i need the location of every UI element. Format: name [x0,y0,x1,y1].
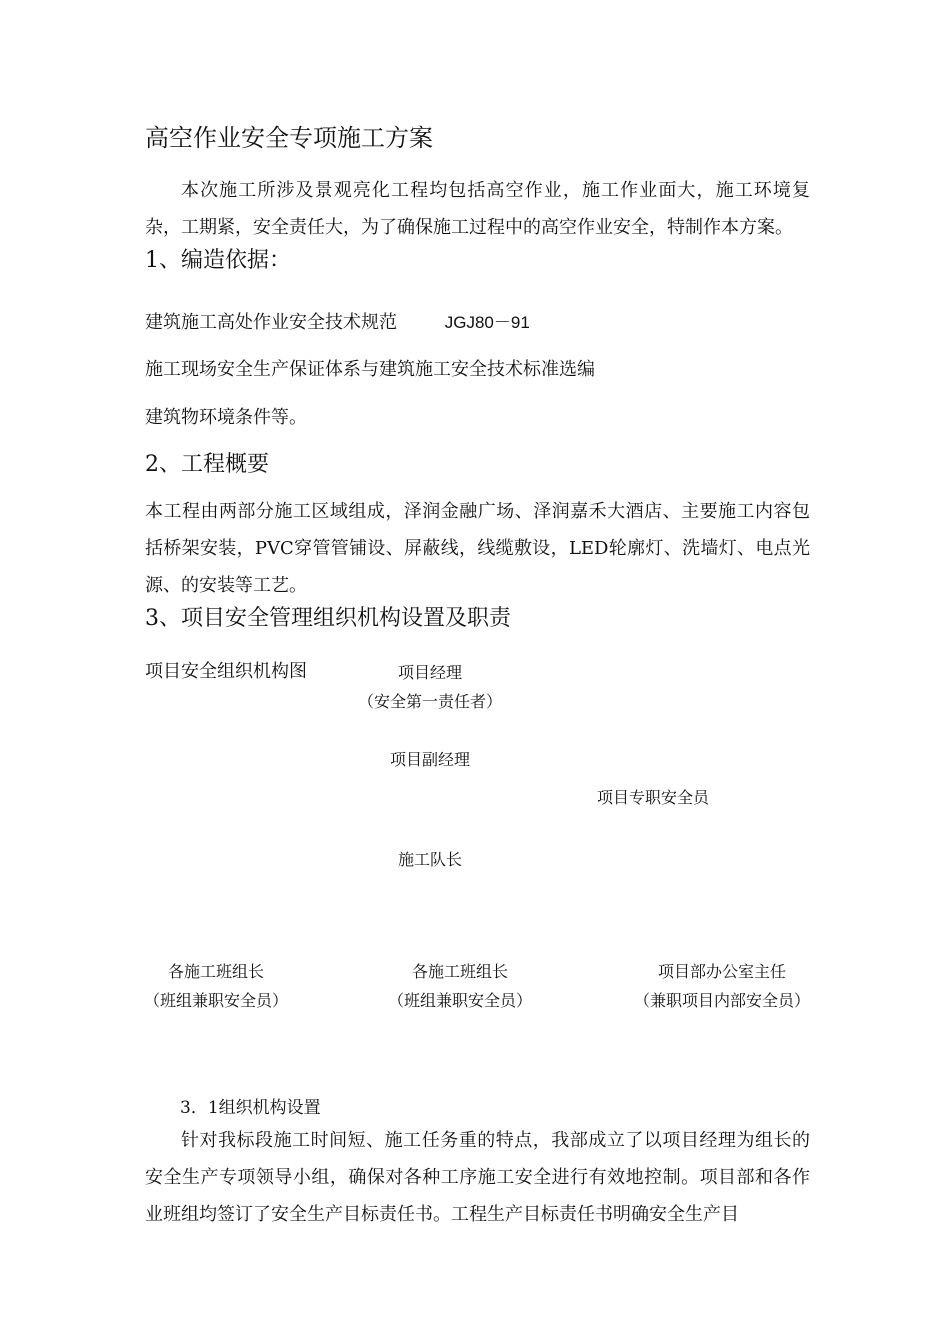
org-node-manager [340,660,520,712]
section-3-1-body: 针对我标段施工时间短、施工任务重的特点，我部成立了以项目经理为组长的安全生产专项领导小组，确保对各种工序施工安全进行有效地控制。项目部和各作业班组均签订了安全生产目标责任书。工程生产目标责任书明确安全生产目 [145,1130,810,1225]
org-node-group-leader-1-title: 各施工班组长 [167,962,264,981]
org-node-office-director-role: （兼职项目内部安全员） [633,991,810,1010]
reference-2: 施工现场安全生产保证体系与建筑施工安全技术标准选编 [145,359,595,380]
org-node-safety-officer: 项目专职安全员 [596,788,709,807]
section-2-body: 本工程由两部分施工区域组成，泽润金融广场、泽润嘉禾大酒店、主要施工内容包括桥架安装，PVC穿管管铺设、屏蔽线，线缆敷设，LED轮廓灯、洗墙灯、电点光源、的安装等工艺。 [145,501,810,596]
org-node-office-director-title: 项目部办公室主任 [657,962,786,981]
org-chart-label: 项目安全组织机构图 [145,661,307,682]
reference-3: 建筑物环境条件等。 [145,407,307,428]
reference-1-code: JGJ80－91 [444,313,530,332]
org-node-group-leader-1 [130,959,302,1011]
org-node-group-leader-2-title: 各施工班组长 [411,962,508,981]
section-2-heading: 2、工程概要 [145,452,269,477]
org-node-manager-title: 项目经理 [397,663,462,682]
section-3-1-heading: 3．1组织机构设置 [180,1098,321,1118]
org-node-manager-role: （安全第一责任者） [357,692,502,711]
org-node-team-leader: 施工队长 [397,850,462,869]
section-1-heading: 1、编造依据： [145,248,291,273]
org-node-deputy: 项目副经理 [389,750,470,769]
org-node-group-leader-1-role: （班组兼职安全员） [143,991,288,1010]
intro-paragraph: 本次施工所涉及景观亮化工程均包括高空作业，施工作业面大，施工环境复杂，工期紧，安全责任大，为了确保施工过程中的高空作业安全，特制作本方案。 [145,180,810,238]
document-title: 高空作业安全专项施工方案 [145,124,433,152]
section-3-heading: 3、项目安全管理组织机构设置及职责 [145,606,511,631]
org-node-group-leader-2 [374,959,546,1011]
org-node-group-leader-2-role: （班组兼职安全员） [387,991,532,1010]
reference-1-name: 建筑施工高处作业安全技术规范 [145,312,397,333]
reference-1 [145,308,530,334]
org-node-office-director [624,959,820,1011]
